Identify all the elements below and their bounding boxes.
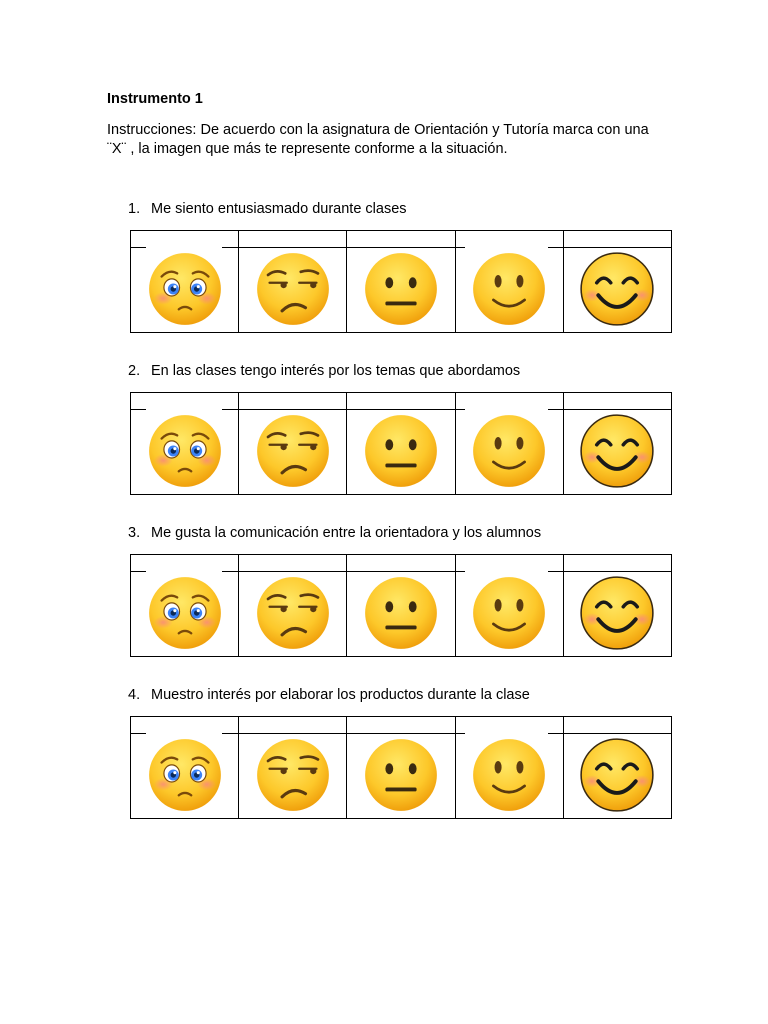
unamused-face-icon: [254, 574, 332, 652]
slightly-smiling-face-icon: [470, 736, 548, 814]
response-option[interactable]: [563, 555, 671, 656]
worried-face-icon: [146, 412, 224, 490]
question-item: [0, 362, 768, 492]
mark-line: [548, 733, 564, 734]
response-option[interactable]: [238, 717, 346, 818]
document-title: Instrumento 1: [107, 91, 203, 107]
question-item: [0, 524, 768, 654]
response-scale: [130, 392, 672, 495]
mark-line: [239, 247, 347, 248]
neutral-face-icon: [362, 574, 440, 652]
response-scale: [130, 230, 672, 333]
worried-face-icon: [146, 574, 224, 652]
question-number: 3.: [128, 525, 141, 541]
mark-line: [222, 733, 239, 734]
response-option[interactable]: [131, 231, 238, 332]
slightly-smiling-face-icon: [470, 412, 548, 490]
unamused-face-icon: [254, 736, 332, 814]
mark-line: [239, 571, 347, 572]
neutral-face-icon: [362, 736, 440, 814]
response-option[interactable]: [346, 393, 454, 494]
mark-line: [347, 733, 455, 734]
question-number: 1.: [128, 201, 141, 217]
unamused-face-icon: [254, 412, 332, 490]
mark-line: [456, 409, 465, 410]
question-label: Me gusta la comunicación entre la orientadora y los alumnos: [151, 525, 542, 541]
mark-line: [564, 733, 672, 734]
mark-line: [131, 571, 146, 572]
question-text: [128, 200, 407, 218]
response-option[interactable]: [238, 231, 346, 332]
response-option[interactable]: [346, 555, 454, 656]
slightly-smiling-face-icon: [470, 250, 548, 328]
mark-line: [548, 409, 564, 410]
mark-line: [347, 409, 455, 410]
smiling-blushing-face-icon: [578, 250, 656, 328]
response-scale: [130, 716, 672, 819]
response-option[interactable]: [563, 717, 671, 818]
mark-line: [564, 409, 672, 410]
neutral-face-icon: [362, 412, 440, 490]
question-text: [128, 686, 530, 704]
question-label: En las clases tengo interés por los temas que abordamos: [151, 363, 521, 379]
instructions-text: Instrucciones: De acuerdo con la asignatura de Orientación y Tutoría marca con una ¨X¨ , la imagen que más te represente conforme a la situación.: [107, 122, 649, 157]
mark-line: [456, 733, 465, 734]
mark-line: [456, 571, 465, 572]
response-option[interactable]: [455, 231, 563, 332]
mark-line: [131, 409, 146, 410]
question-item: [0, 200, 768, 330]
question-item: [0, 686, 768, 816]
mark-line: [131, 733, 146, 734]
response-scale: [130, 554, 672, 657]
question-number: 2.: [128, 363, 141, 379]
worried-face-icon: [146, 250, 224, 328]
mark-line: [222, 247, 239, 248]
response-option[interactable]: [131, 393, 238, 494]
mark-line: [564, 571, 672, 572]
mark-line: [222, 571, 239, 572]
question-text: [128, 362, 520, 380]
unamused-face-icon: [254, 250, 332, 328]
smiling-blushing-face-icon: [578, 736, 656, 814]
mark-line: [548, 247, 564, 248]
question-label: Me siento entusiasmado durante clases: [151, 201, 407, 217]
response-option[interactable]: [563, 393, 671, 494]
mark-line: [564, 247, 672, 248]
response-option[interactable]: [238, 393, 346, 494]
response-option[interactable]: [455, 555, 563, 656]
response-option[interactable]: [346, 231, 454, 332]
response-option[interactable]: [455, 393, 563, 494]
mark-line: [131, 247, 146, 248]
response-option[interactable]: [238, 555, 346, 656]
question-number: 4.: [128, 687, 141, 703]
smiling-blushing-face-icon: [578, 574, 656, 652]
question-text: [128, 524, 541, 542]
question-label: Muestro interés por elaborar los productos durante la clase: [151, 687, 530, 703]
worried-face-icon: [146, 736, 224, 814]
mark-line: [456, 247, 465, 248]
response-option[interactable]: [131, 717, 238, 818]
slightly-smiling-face-icon: [470, 574, 548, 652]
mark-line: [347, 571, 455, 572]
response-option[interactable]: [131, 555, 238, 656]
mark-line: [239, 409, 347, 410]
neutral-face-icon: [362, 250, 440, 328]
response-option[interactable]: [563, 231, 671, 332]
mark-line: [222, 409, 239, 410]
response-option[interactable]: [455, 717, 563, 818]
mark-line: [239, 733, 347, 734]
response-option[interactable]: [346, 717, 454, 818]
mark-line: [548, 571, 564, 572]
mark-line: [347, 247, 455, 248]
smiling-blushing-face-icon: [578, 412, 656, 490]
